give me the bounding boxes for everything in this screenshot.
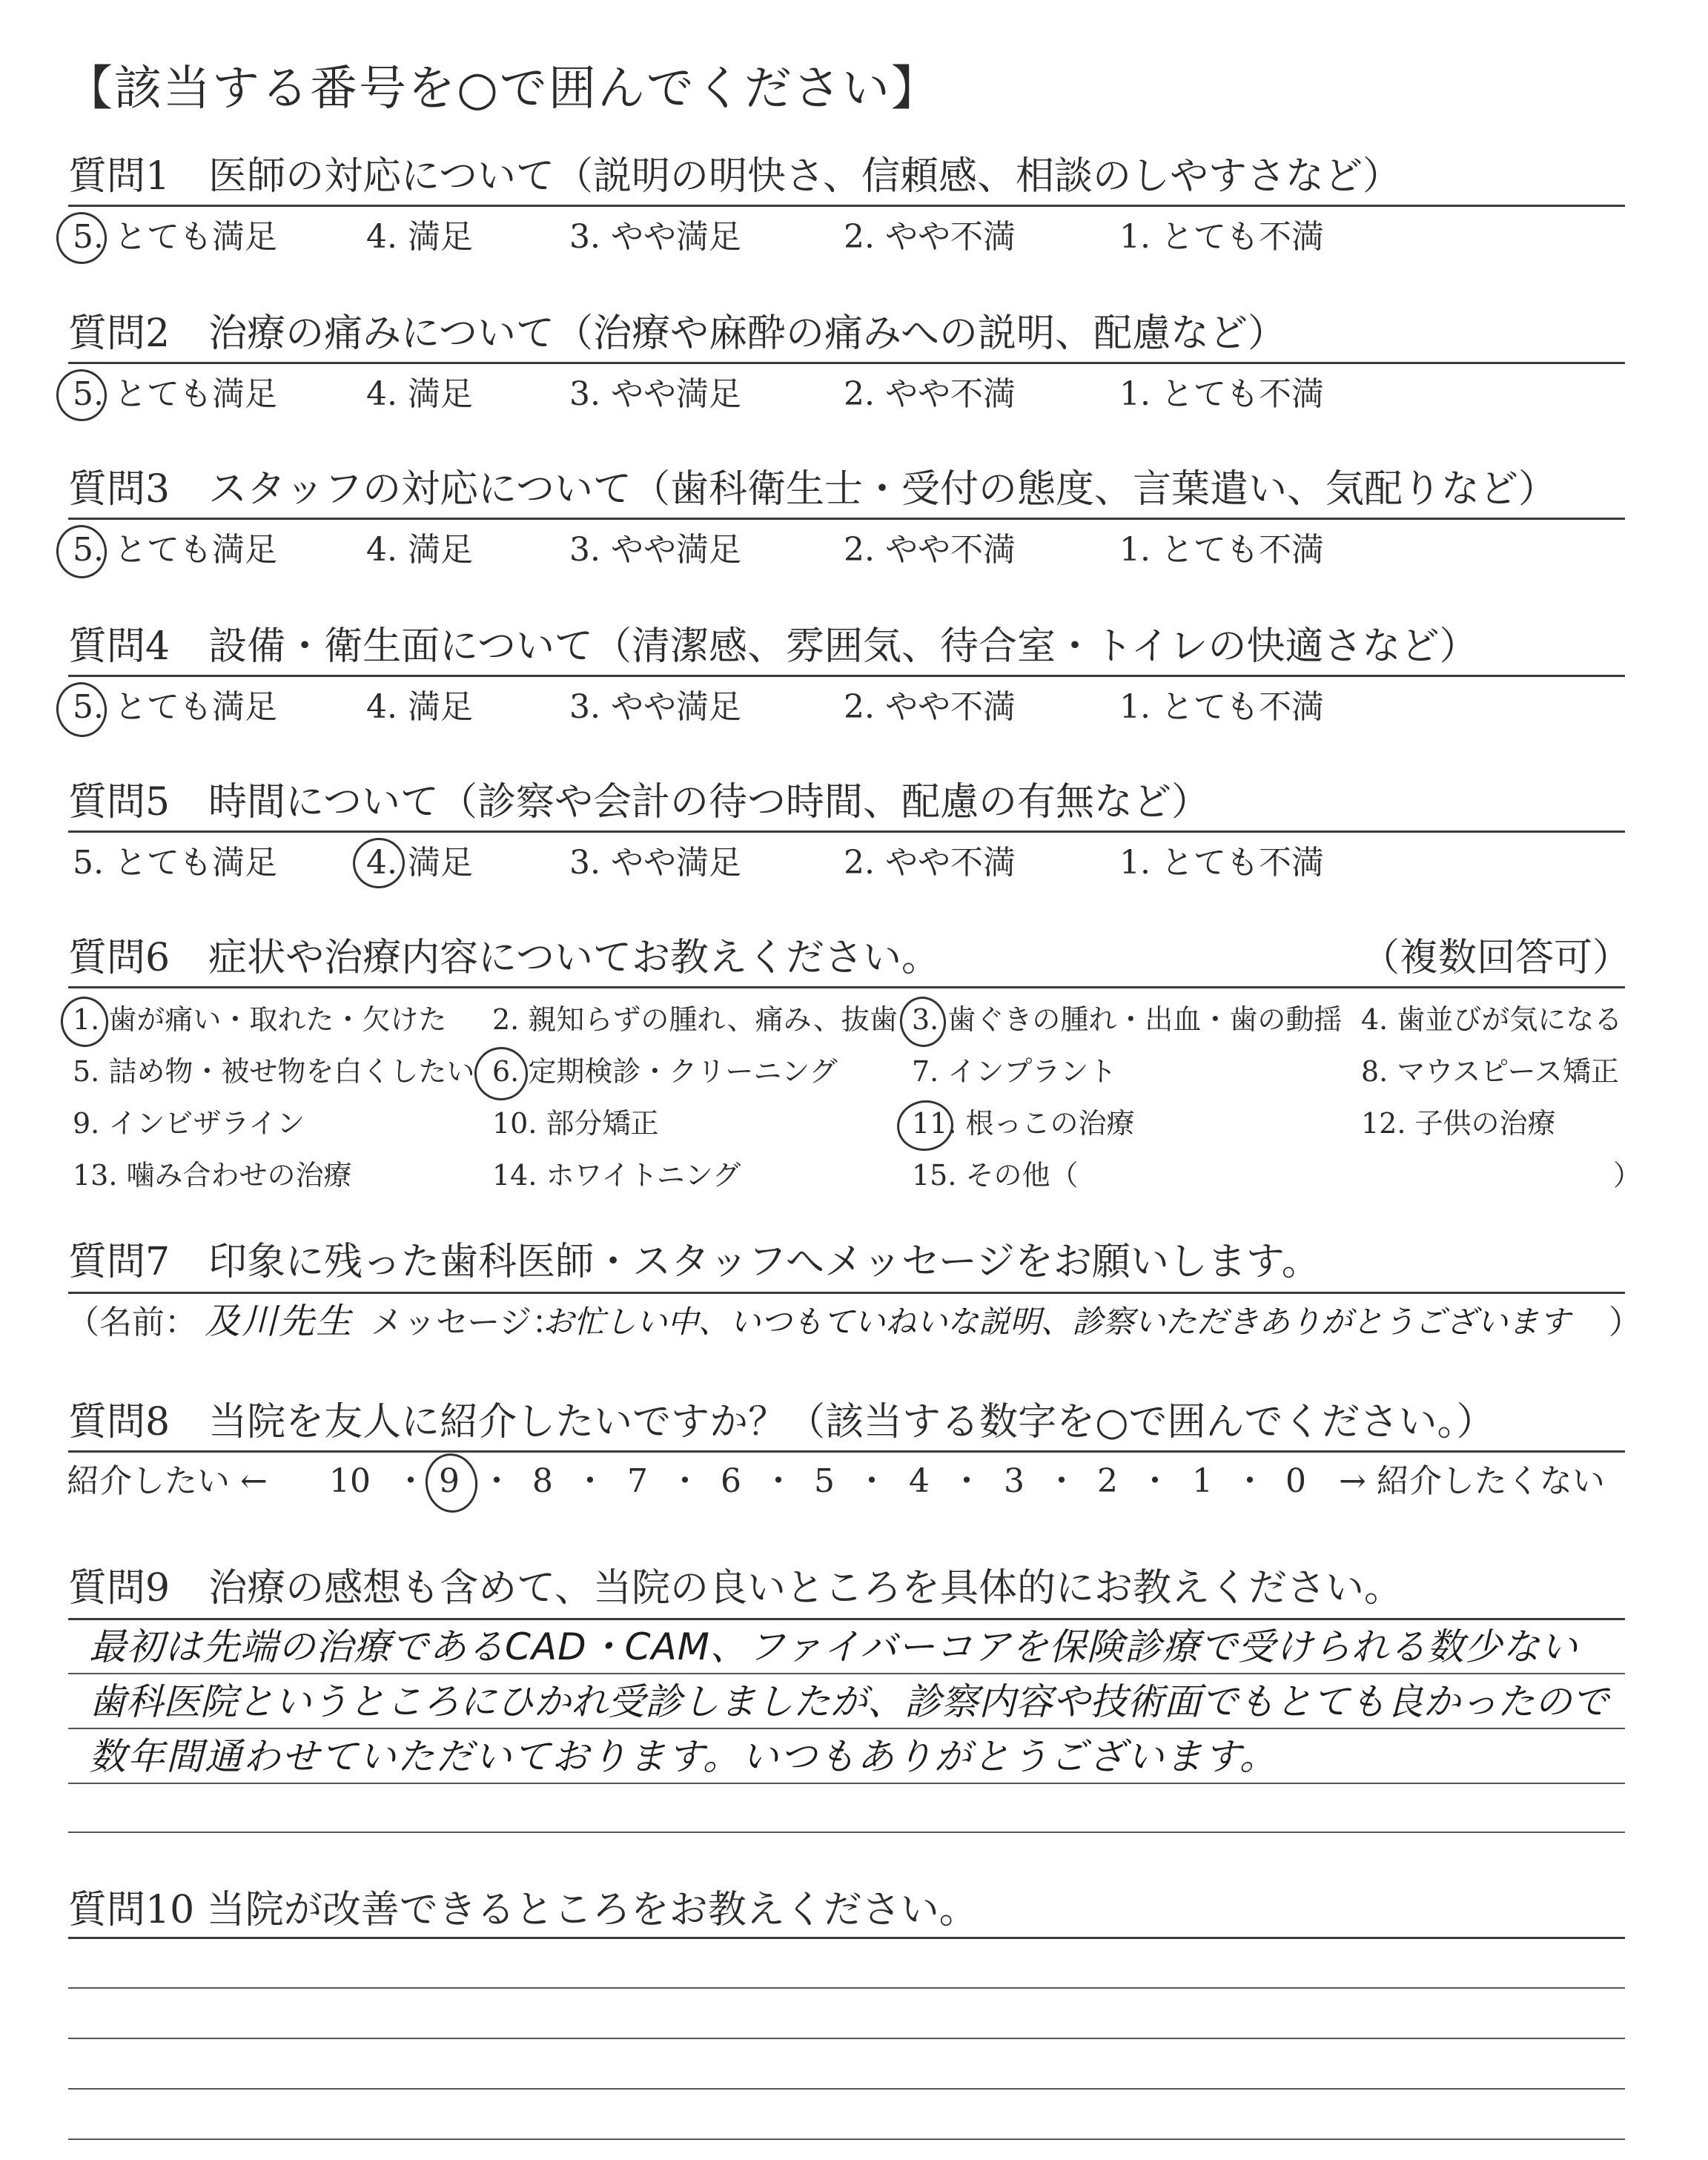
q4-title: 質問4 設備・衛生面について（清潔感、雰囲気、待合室・トイレの快適さなど） [68,624,1478,669]
q3-title: 質問3 スタッフの対応について（歯科衛生士・受付の態度、言葉遣い、気配りなど） [68,467,1558,512]
q7-title: 質問7 印象に残った歯科医師・スタッフへメッセージをお願いします。 [68,1240,1320,1284]
q4-option-4[interactable]: 4. 満足 [366,688,473,726]
q6-selection-circle-6 [471,1043,531,1103]
q10-rule-4 [68,2088,1625,2090]
q6-item-1[interactable]: 1. 歯が痛い・取れた・欠けた [73,1003,447,1036]
q8-right-label: → 紹介したくない [1339,1462,1605,1500]
q6-item-4[interactable]: 4. 歯並びが気になる [1361,1003,1623,1036]
q8-scale-8[interactable]: 8 [532,1462,553,1500]
q1-option-2[interactable]: 2. やや不満 [844,218,1016,256]
q6-item-15[interactable]: 15. その他（ [912,1159,1079,1192]
q8-dot: ・ [1045,1462,1078,1500]
q7-name-label: （名前： [67,1304,197,1341]
q8-scale-4[interactable]: 4 [909,1462,930,1500]
q6-selection-circle-1 [58,994,112,1050]
form-header: 【該当する番号を○で囲んでください】 [65,62,940,116]
q6-title: 質問6 症状や治療内容についてお教えください。 [68,936,941,980]
q8-dot: ・ [855,1462,888,1500]
q8-scale-7[interactable]: 7 [627,1462,648,1500]
q9-rule-3 [68,1728,1625,1729]
q8-scale-3[interactable]: 3 [1004,1462,1025,1500]
q6-rule [68,986,1625,988]
q8-dot: ・ [1234,1462,1266,1500]
q6-item-14[interactable]: 14. ホワイトニング [492,1159,741,1192]
q8-dot: ・ [574,1462,606,1500]
q9-rule-4 [68,1783,1625,1784]
q10-rule-5 [68,2138,1625,2140]
q5-option-1[interactable]: 1. とても不満 [1119,844,1324,882]
q1-rule [68,205,1625,207]
q9-title: 質問9 治療の感想も含めて、当院の良いところを具体的にお教えください。 [68,1566,1403,1611]
q4-option-5[interactable]: 5. とても満足 [73,688,277,726]
q1-option-4[interactable]: 4. 満足 [366,218,473,256]
q8-selection-circle [422,1450,481,1516]
q9-rule-2 [68,1673,1625,1674]
q7-name-handwritten[interactable]: 及川先生 [205,1301,354,1342]
q6-selection-circle-11 [894,1097,957,1155]
q6-item-9[interactable]: 9. インビザライン [73,1107,305,1140]
q8-scale-6[interactable]: 6 [721,1462,741,1500]
q9-rule-5 [68,1832,1625,1833]
q9-answer-line-2[interactable]: 歯科医院というところにひかれ受診しましたが、診察内容や技術面でもとても良かったので [89,1680,1609,1723]
q8-dot: ・ [950,1462,983,1500]
q8-rule [68,1450,1625,1453]
q8-dot: ・ [480,1462,513,1500]
q6-item-3[interactable]: 3. 歯ぐきの腫れ・出血・歯の動揺 [912,1003,1343,1036]
q10-rule-3 [68,2038,1625,2039]
q2-option-1[interactable]: 1. とても不満 [1119,375,1324,413]
q1-title: 質問1 医師の対応について（説明の明快さ、信頼感、相談のしやすさなど） [68,154,1401,199]
q2-option-3[interactable]: 3. やや満足 [569,375,741,413]
q8-scale-5[interactable]: 5 [814,1462,835,1500]
q1-option-5[interactable]: 5. とても満足 [73,218,277,256]
q5-option-2[interactable]: 2. やや不満 [844,844,1016,882]
q6-item-12[interactable]: 12. 子供の治療 [1361,1107,1556,1140]
q7-rule [68,1292,1625,1294]
q7-message-handwritten[interactable]: お忙しい中、いつもていねいな説明、診察いただきありがとうございます [543,1304,1571,1340]
q3-option-2[interactable]: 2. やや不満 [844,531,1016,569]
q6-item-5[interactable]: 5. 詰め物・被せ物を白くしたい [73,1055,475,1088]
q5-rule [68,830,1625,833]
q1-option-3[interactable]: 3. やや満足 [569,218,741,256]
q3-option-3[interactable]: 3. やや満足 [569,531,741,569]
q2-option-5[interactable]: 5. とても満足 [73,375,277,413]
q8-title: 質問8 当院を友人に紹介したいですか？（該当する数字を○で囲んでください。） [68,1400,1495,1444]
q2-title: 質問2 治療の痛みについて（治療や麻酔の痛みへの説明、配慮など） [68,311,1287,356]
q8-scale-0[interactable]: 0 [1285,1462,1306,1500]
q6-item-11[interactable]: 11. 根っこの治療 [912,1107,1135,1140]
q1-option-1[interactable]: 1. とても不満 [1119,218,1324,256]
q6-item-13[interactable]: 13. 噛み合わせの治療 [73,1159,352,1192]
q8-scale-1[interactable]: 1 [1192,1462,1213,1500]
q4-rule [68,675,1625,677]
q4-option-2[interactable]: 2. やや不満 [844,688,1016,726]
q6-other-close-paren: ） [1613,1159,1642,1192]
q9-answer-line-3[interactable]: 数年間通わせていただいております。いつもありがとうございます。 [89,1735,1278,1778]
q8-scale-10[interactable]: 10 [329,1462,371,1500]
q6-item-7[interactable]: 7. インプラント [912,1055,1117,1088]
q5-option-4[interactable]: 4. 満足 [366,844,473,882]
q8-scale-2[interactable]: 2 [1097,1462,1118,1500]
q8-dot: ・ [1139,1462,1171,1500]
q10-rule-2 [68,1987,1625,1989]
q10-rule-1 [68,1937,1625,1939]
q8-dot: ・ [762,1462,795,1500]
q2-option-4[interactable]: 4. 満足 [366,375,473,413]
q8-left-label: 紹介したい ← [67,1462,268,1500]
q8-scale-9[interactable]: 9 [439,1462,460,1500]
q3-option-1[interactable]: 1. とても不満 [1119,531,1324,569]
q4-option-3[interactable]: 3. やや満足 [569,688,741,726]
q2-rule [68,362,1625,364]
q7-close-paren: ） [1609,1304,1641,1341]
q9-rule-1 [68,1618,1625,1620]
q9-answer-line-1[interactable]: 最初は先端の治療であるCAD・CAM、ファイバーコアを保険診療で受けられる数少ない [89,1625,1578,1668]
q6-item-2[interactable]: 2. 親知らずの腫れ、痛み、抜歯 [492,1003,898,1036]
q8-dot: ・ [669,1462,701,1500]
q3-option-5[interactable]: 5. とても満足 [73,531,277,569]
q6-multiple-note: （複数回答可） [1361,936,1632,980]
q3-option-4[interactable]: 4. 満足 [366,531,473,569]
q4-option-1[interactable]: 1. とても不満 [1119,688,1324,726]
q3-rule [68,518,1625,520]
q6-selection-circle-3 [897,994,950,1050]
q7-message-label: メッセージ： [371,1304,565,1341]
q6-item-6[interactable]: 6. 定期検診・クリーニング [492,1055,838,1088]
q5-option-3[interactable]: 3. やや満足 [569,844,741,882]
q2-option-2[interactable]: 2. やや不満 [844,375,1016,413]
q6-item-10[interactable]: 10. 部分矯正 [492,1107,659,1140]
q5-option-5[interactable]: 5. とても満足 [73,844,277,882]
q6-item-8[interactable]: 8. マウスピース矯正 [1361,1055,1619,1088]
q5-title: 質問5 時間について（診察や会計の待つ時間、配慮の有無など） [68,780,1211,825]
q8-dot: ・ [394,1462,427,1500]
q10-title: 質問10 当院が改善できるところをお教えください。 [68,1888,978,1932]
